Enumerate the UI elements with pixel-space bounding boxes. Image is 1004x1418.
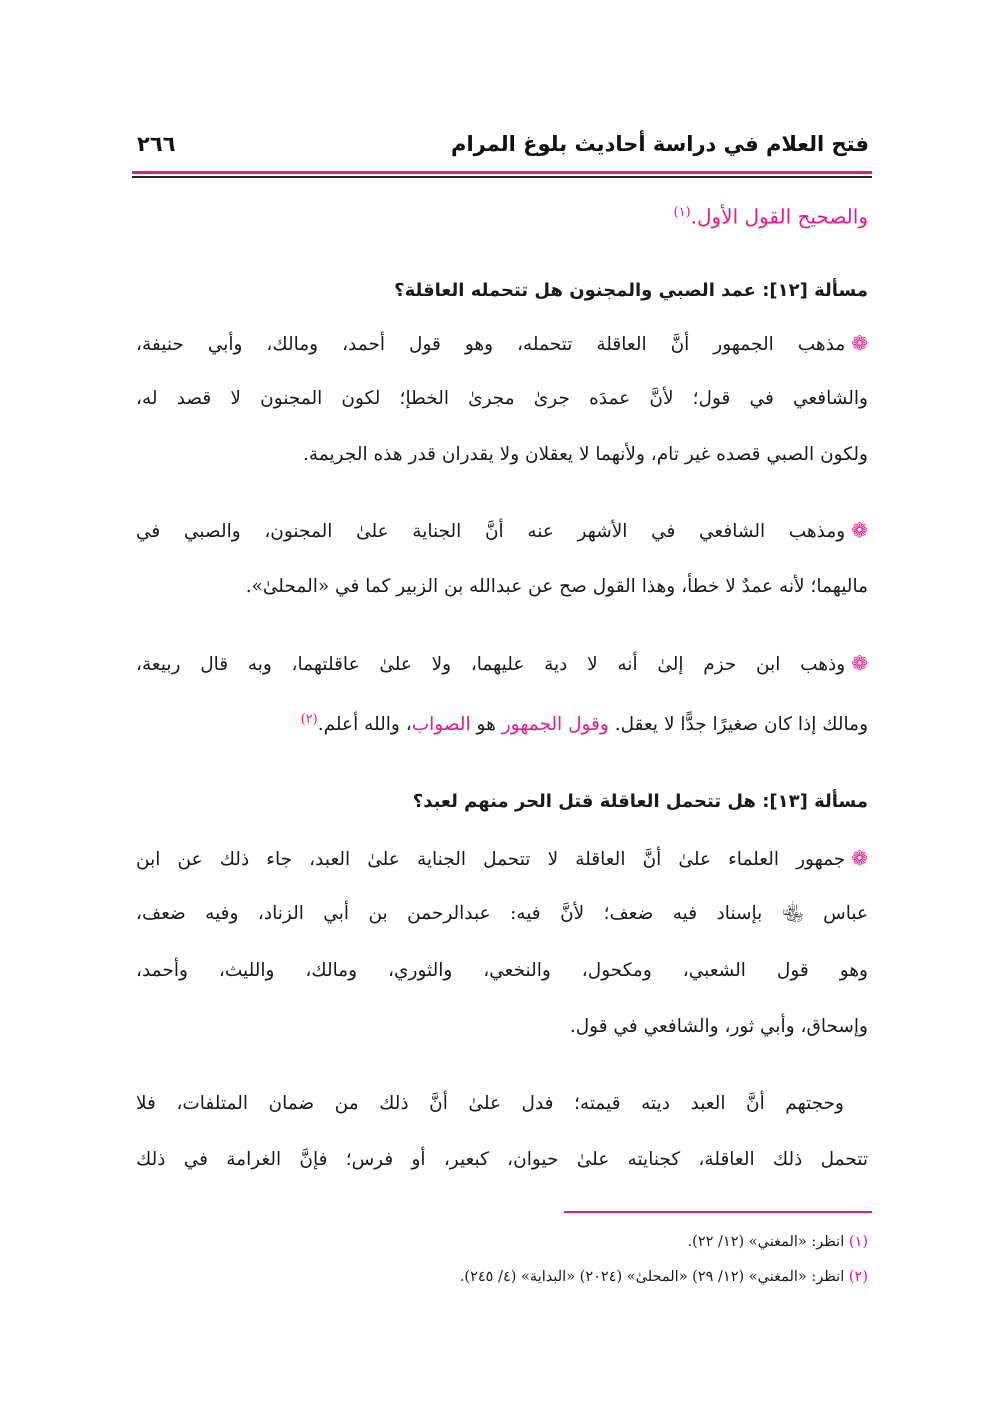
footnote-2-num: (٢) (848, 1269, 868, 1285)
q12-p2-line1 (136, 515, 868, 547)
opening-line (136, 198, 868, 232)
q13-p2-line2: تتحمل ذلك العاقلة، كجنايته علىٰ حيوان، كبعير، أو فرس؛ فإنَّ الغرامة في ذلك (136, 1149, 868, 1170)
flower-icon: ❁ (851, 518, 868, 542)
footnote-2 (460, 1266, 868, 1288)
question-12-text: عمد الصبي والمجنون هل تتحمله العاقلة؟ (394, 280, 756, 301)
page-number: ٢٦٦ (137, 132, 176, 156)
q12-p3-line1 (136, 648, 868, 680)
header-rule-pink (132, 171, 872, 174)
q13-p1-line3: وهو قول الشعبي، ومكحول، والنخعي، والثوري، ومالك، والليث، وأحمد، (136, 960, 868, 981)
question-13-label: مسألة [١٣]: (762, 791, 868, 812)
q13-p1-line4: وإسحاق، وأبي ثور، والشافعي في قول. (569, 1016, 868, 1037)
opening-text: والصحيح القول الأول. (690, 204, 868, 229)
footnote-ref-2: (٢) (300, 712, 318, 727)
q12-p1-line1 (136, 328, 868, 360)
q12-p3-seg-e: ، والله أعلم. (317, 714, 412, 736)
running-title: فتح العلام في دراسة أحاديث بلوغ المرام (451, 132, 869, 156)
footnote-ref-1: (١) (673, 205, 691, 220)
q12-p2-line2: ماليهما؛ لأنه عمدٌ لا خطأ، وهذا القول صح عن عبدالله بن الزبير كما في «المحلىٰ». (245, 576, 868, 597)
q12-p1-line3: ولكون الصبي قصده غير تام، ولأنهما لا يعقلان ولا يقدران قدر هذه الجريمة. (303, 444, 868, 465)
q12-p3-seg-c: هو (476, 714, 496, 736)
q13-p2-line1 (136, 1089, 868, 1119)
footnote-2-text: انظر: «المغني» (١٢/ ٢٩) «المحلىٰ» (٢٠٢٤) «البداية» (٤/ ٢٤٥). (459, 1269, 845, 1285)
q12-p1-line2: والشافعي في قول؛ لأنَّ عمدَه جرىٰ مجرىٰ الخطإ؛ لكون المجنون لا قصد له، (136, 388, 868, 409)
q13-p1-line2: عباس ﵄ بإسناد فيه ضعف؛ لأنَّ فيه: عبدالرحمن بن أبي الزناد، وفيه ضعف، (136, 903, 868, 924)
flower-icon: ❁ (851, 331, 868, 355)
q12-p3-seg-b: وقول الجمهور (501, 714, 609, 736)
q12-p2-line1-text: ومذهب الشافعي في الأشهر عنه أنَّ الجناية علىٰ المجنون، والصبي في (136, 521, 846, 542)
question-12-heading (136, 276, 868, 306)
header-rule-dark (132, 176, 872, 178)
question-13-text: هل تتحمل العاقلة قتل الحر منهم لعبد؟ (412, 791, 756, 812)
q13-p1-line1-text: جمهور العلماء علىٰ أنَّ العاقلة لا تتحمل الجناية علىٰ العبد، جاء ذلك عن ابن (136, 849, 846, 870)
q13-p1-line1 (136, 843, 868, 875)
q12-p3-line1-text: وذهب ابن حزم إلىٰ أنه لا دية عليهما، ولا علىٰ عاقلتهما، وبه قال ربيعة، (136, 654, 846, 675)
q12-p3-seg-d: الصواب (411, 714, 471, 736)
footnote-rule (564, 1211, 872, 1213)
flower-icon: ❁ (851, 651, 868, 675)
q12-p3-seg-a: ومالك إذا كان صغيرًا جدًّا لا يعقل. (614, 714, 868, 736)
question-13-heading (136, 787, 868, 817)
footnote-1-num: (١) (848, 1234, 868, 1250)
footnote-1-text: انظر: «المغني» (١٢/ ٢٢). (687, 1234, 845, 1250)
q12-p1-line1-text: مذهب الجمهور أنَّ العاقلة تتحمله، وهو قول أحمد، ومالك، وأبي حنيفة، (136, 334, 846, 355)
flower-icon: ❁ (851, 846, 868, 870)
q12-p3-line2 (136, 705, 868, 740)
question-12-label: مسألة [١٢]: (762, 280, 868, 301)
q13-p2-line1-text: وحجتهم أنَّ العبد ديته قيمته؛ فدل علىٰ أنَّ ذلك من ضمان المتلفات، فلا (136, 1093, 844, 1114)
footnote-1 (688, 1231, 868, 1253)
